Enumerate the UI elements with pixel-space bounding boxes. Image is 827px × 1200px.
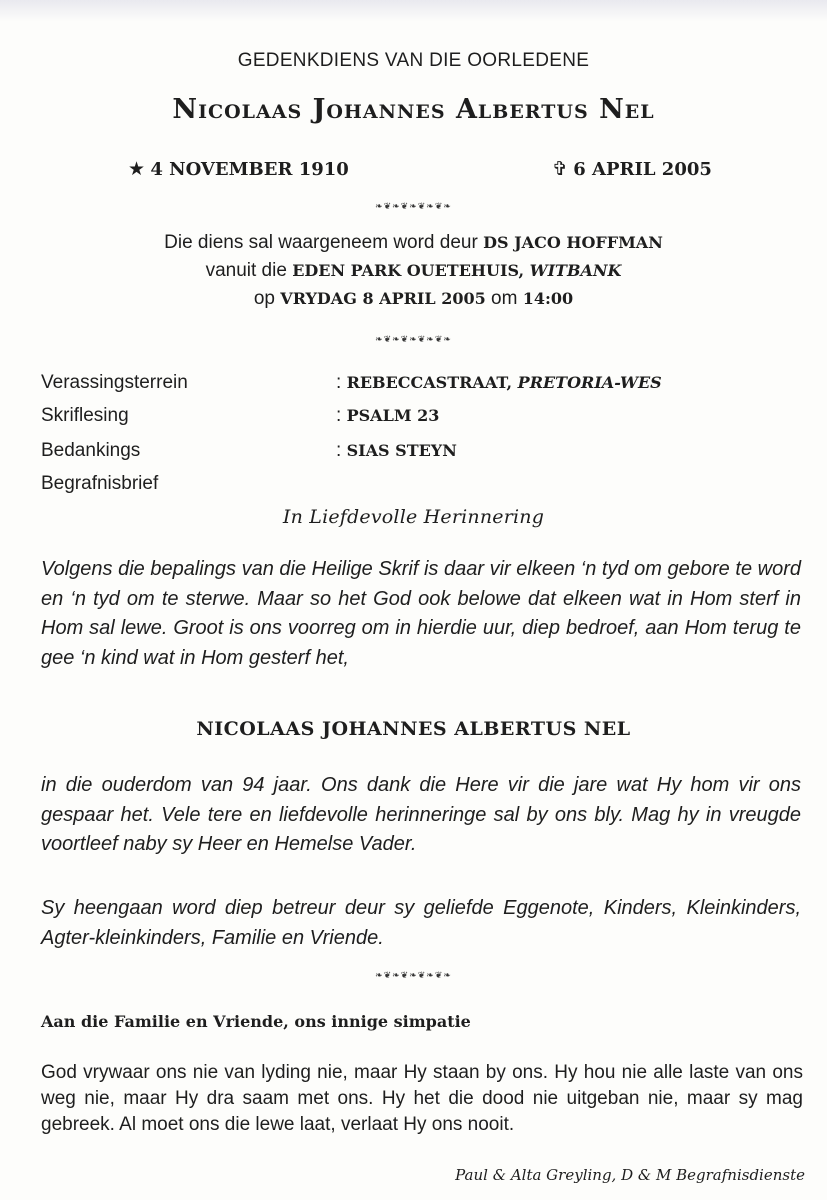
memorial-heading: In Liefdevolle Herinnering [282, 506, 545, 528]
detail-separator: : [336, 372, 347, 393]
ornament-divider: ❧❦❧❦❧❦❧❦❧ [375, 970, 452, 980]
deceased-name: Nicolaas Johannes Albertus Nel [172, 94, 655, 125]
signature: Paul & Alta Greyling, D & M Begrafnisdienste [455, 1166, 805, 1184]
sympathy-heading: Aan die Familie en Vriende, ons innige simpatie [41, 1012, 471, 1031]
paragraph-scripture: Volgens die bepalings van die Heilige Skrif is daar vir elkeen ‘n tyd om gebore te word en ‘n tyd om te sterwe. Maar so het God ook belowe dat elkeen wat in Hom sterf in Hom sal lewe. Groot is ons voorreg om in hierdie uur, diep bedroef, aan Hom terug te gee ‘n kind wat in Hom gesterf het, [41, 558, 801, 669]
detail-label: Bedankings [41, 440, 141, 461]
service-text: Die diens sal waargeneem word deur [164, 232, 484, 253]
detail-separator: : [336, 405, 347, 426]
detail-value [336, 440, 457, 462]
detail-value [336, 372, 662, 394]
detail-label: Skriflesing [41, 405, 129, 426]
service-text: vanuit die [205, 260, 293, 281]
ornament-divider: ❧❦❧❦❧❦❧❦❧ [375, 201, 452, 211]
paragraph-age: in die ouderdom van 94 jaar. Ons dank die Here vir die jare wat Hy hom vir ons gespaar het. Vele tere en liefdevolle herinneringe sal by ons bly. Mag hy in vreugde voortleef naby sy Heer en Hemelse Vader. [41, 774, 801, 855]
venue-name: EDEN PARK OUETEHUIS [292, 261, 519, 280]
service-line-venue [0, 260, 827, 282]
birth-date-line [128, 158, 349, 181]
service-line-minister [0, 232, 827, 254]
venue-separator: , [518, 261, 530, 280]
service-line-date [0, 288, 827, 310]
top-edge-shade [0, 0, 827, 22]
detail-comma: , [506, 373, 518, 392]
service-text: op [253, 288, 281, 309]
death-date-line [552, 158, 712, 181]
closing-paragraph: God vrywaar ons nie van lyding nie, maar Hy staan by ons. Hy hou nie alle laste van ons weg nie, maar Hy dra saam met ons. Hy het die dood nie uitgeban nie, maar sy mag gebreek. Al moet ons die lewe laat, verlaat Hy ons nooit. [41, 1062, 803, 1135]
detail-label: Begrafnisbrief [41, 473, 159, 494]
deceased-name-upper: NICOLAAS JOHANNES ALBERTUS NEL [196, 718, 631, 740]
ornament-divider: ❧❦❧❦❧❦❧❦❧ [375, 334, 452, 344]
paragraph-mourners: Sy heengaan word diep betreur deur sy geliefde Eggenote, Kinders, Kleinkinders, Agter-kleinkinders, Familie en Vriende. [41, 897, 801, 949]
detail-separator: : [336, 440, 347, 461]
service-text: om [485, 288, 523, 309]
star-icon: ★ [128, 159, 146, 180]
scripture-reading: PSALM 23 [346, 406, 440, 425]
death-date: 6 APRIL 2005 [573, 159, 712, 180]
cremation-suburb: PRETORIA-WES [517, 373, 662, 392]
detail-label: Verassingsterrein [41, 372, 188, 393]
detail-value [336, 405, 439, 427]
document-heading: GEDENKDIENS VAN DIE OORLEDENE [237, 50, 590, 71]
venue-town: WITBANK [529, 261, 622, 280]
service-date: VRYDAG 8 APRIL 2005 [280, 289, 486, 308]
minister-name: DS JACO HOFFMAN [483, 233, 663, 252]
service-time: 14:00 [522, 289, 574, 308]
cremation-street: REBECCASTRAAT [346, 373, 507, 392]
cross-icon: ✞ [552, 159, 568, 180]
thanks-by: SIAS STEYN [346, 441, 457, 460]
birth-date: 4 NOVEMBER 1910 [150, 159, 349, 180]
